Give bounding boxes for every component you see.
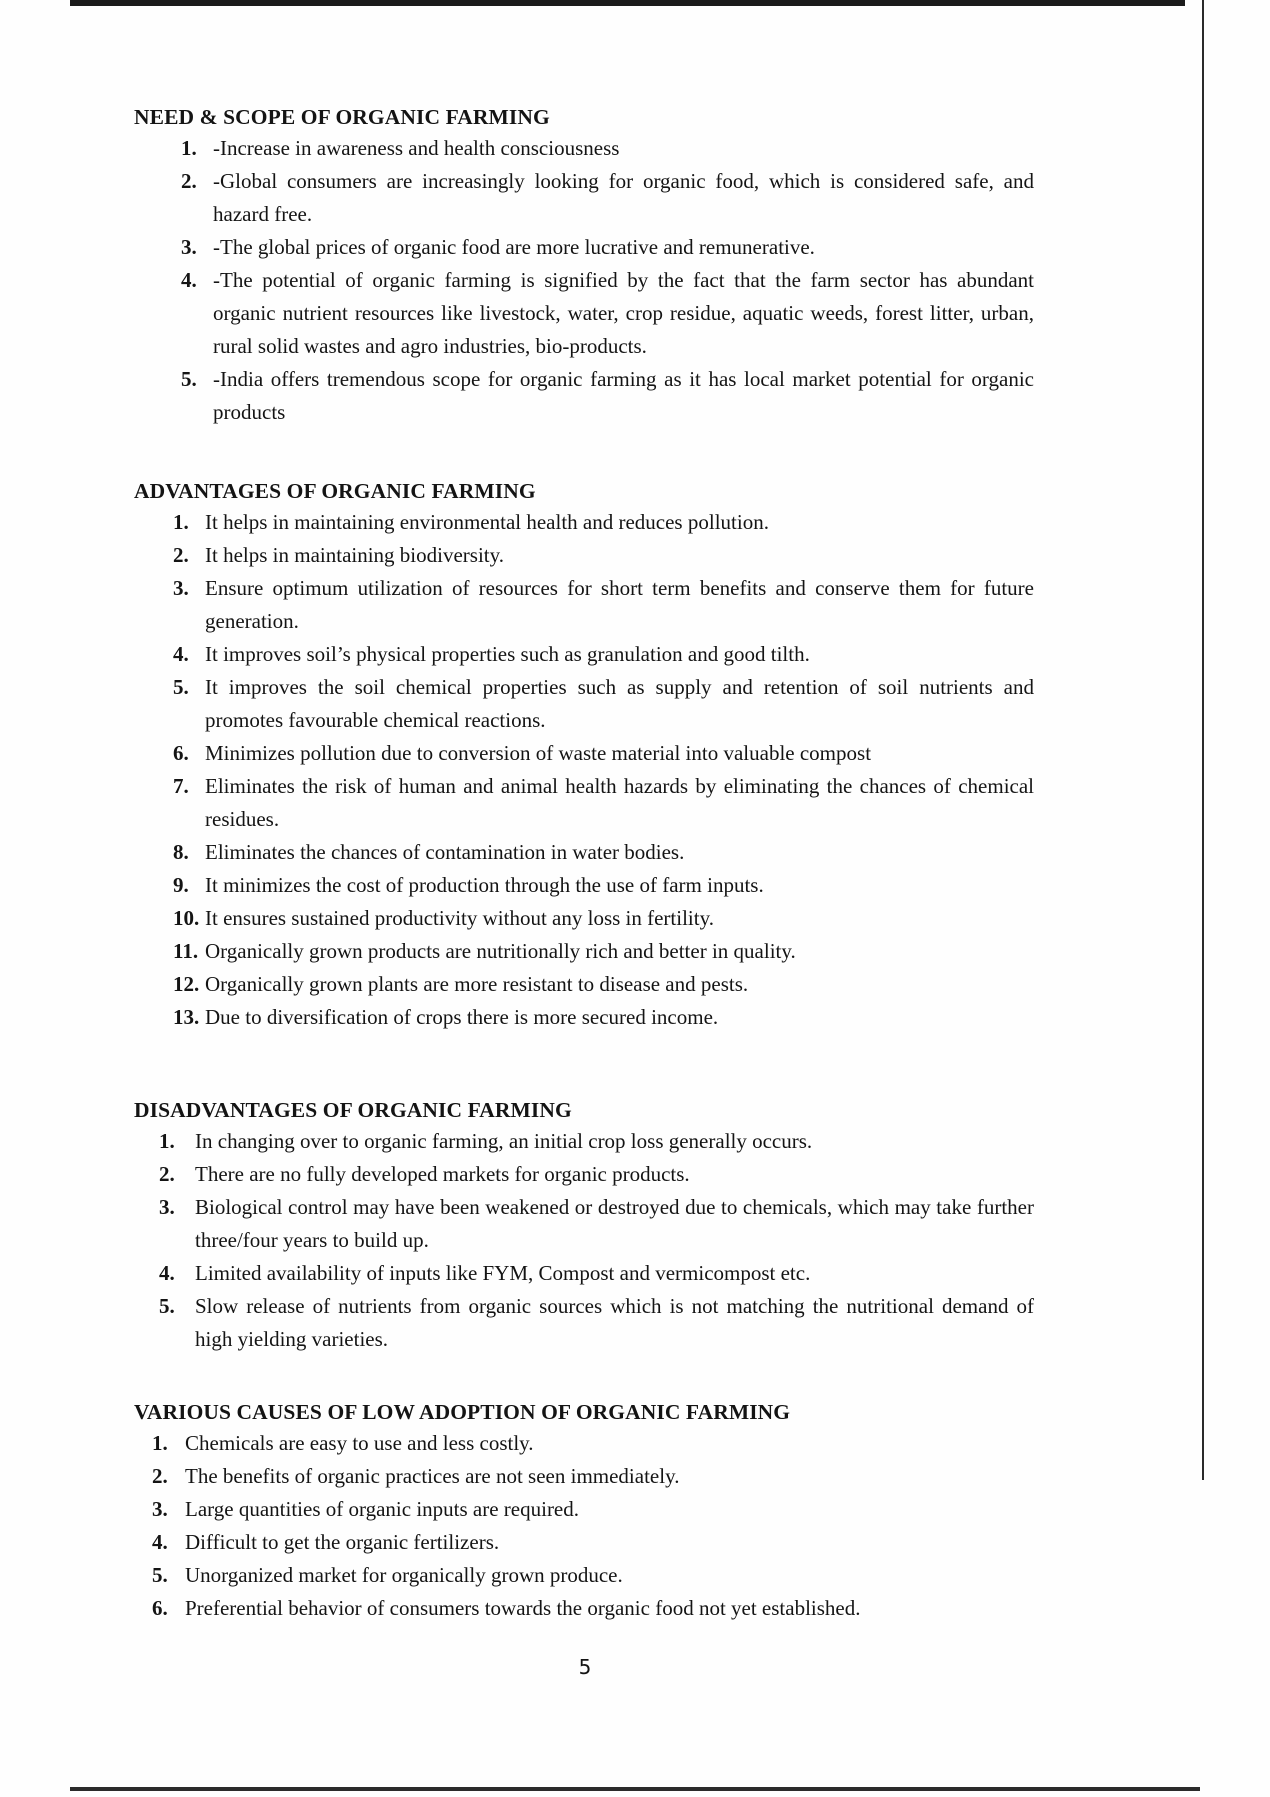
item-number: 11. (173, 939, 199, 963)
section-spacer (134, 1356, 1034, 1397)
list-item (181, 231, 1034, 264)
numbered-list (134, 1125, 1034, 1356)
numbered-list (134, 1427, 1034, 1625)
item-text: It helps in maintaining biodiversity. (205, 543, 505, 567)
item-number: 4. (181, 268, 197, 292)
list-item (159, 1290, 1034, 1356)
list-item (173, 737, 1034, 770)
item-text: Eliminates the risk of human and animal health hazards by eliminating the chances of chemical residues. (205, 774, 1034, 831)
list-item (159, 1125, 1034, 1158)
list-item (181, 363, 1034, 429)
item-text: Organically grown products are nutritionally rich and better in quality. (205, 939, 796, 963)
section-spacer (134, 429, 1034, 476)
list-item (152, 1460, 1034, 1493)
list-item (173, 902, 1034, 935)
item-text: It improves soil’s physical properties such as granulation and good tilth. (205, 642, 810, 666)
list-item (152, 1427, 1034, 1460)
list-item (152, 1559, 1034, 1592)
list-item (173, 869, 1034, 902)
section-heading: DISADVANTAGES OF ORGANIC FARMING (134, 1098, 572, 1122)
item-number: 2. (152, 1464, 168, 1488)
item-text: Biological control may have been weakened or destroyed due to chemicals, which may take further three/four years to build up. (195, 1195, 1034, 1252)
list-item (173, 572, 1034, 638)
item-number: 7. (173, 774, 189, 798)
numbered-list (134, 132, 1034, 429)
item-number: 5. (181, 367, 197, 391)
item-number: 3. (173, 576, 189, 600)
item-text: -Global consumers are increasingly looking for organic food, which is considered safe, and hazard free. (213, 169, 1034, 226)
item-text: -The potential of organic farming is signified by the fact that the farm sector has abundant organic nutrient resources like livestock, water, crop residue, aquatic weeds, forest litter, urban, rural solid wastes and agro industries, bio-products. (213, 268, 1034, 358)
item-text: Ensure optimum utilization of resources for short term benefits and conserve them for future generation. (205, 576, 1034, 633)
page-content (134, 102, 1034, 1625)
item-number: 2. (181, 169, 197, 193)
list-item (152, 1592, 1034, 1625)
item-text: It improves the soil chemical properties such as supply and retention of soil nutrients and promotes favourable chemical reactions. (205, 675, 1034, 732)
item-number: 6. (173, 741, 189, 765)
advantages-section (134, 476, 1034, 1034)
list-item (173, 1001, 1034, 1034)
item-number: 3. (159, 1195, 175, 1219)
list-item (181, 132, 1034, 165)
section-spacer (134, 1034, 1034, 1095)
item-text: -The global prices of organic food are more lucrative and remunerative. (213, 235, 815, 259)
item-number: 5. (152, 1563, 168, 1587)
item-text: In changing over to organic farming, an initial crop loss generally occurs. (195, 1129, 813, 1153)
item-text: Eliminates the chances of contamination in water bodies. (205, 840, 685, 864)
list-item (159, 1158, 1034, 1191)
list-item (173, 671, 1034, 737)
list-item (173, 638, 1034, 671)
item-number: 4. (152, 1530, 168, 1554)
item-number: 5. (173, 675, 189, 699)
item-text: -Increase in awareness and health consciousness (213, 136, 620, 160)
item-text: Preferential behavior of consumers towards the organic food not yet established. (185, 1596, 861, 1620)
list-item (159, 1257, 1034, 1290)
item-text: Unorganized market for organically grown produce. (185, 1563, 623, 1587)
item-number: 3. (152, 1497, 168, 1521)
item-number: 12. (173, 972, 200, 996)
item-text: Slow release of nutrients from organic sources which is not matching the nutritional demand of high yielding varieties. (195, 1294, 1034, 1351)
item-number: 4. (173, 642, 189, 666)
list-item (173, 539, 1034, 572)
item-text: The benefits of organic practices are not seen immediately. (185, 1464, 680, 1488)
section-heading: ADVANTAGES OF ORGANIC FARMING (134, 479, 536, 503)
need-scope-section (134, 102, 1034, 429)
item-text: It ensures sustained productivity without any loss in fertility. (205, 906, 714, 930)
list-item (152, 1526, 1034, 1559)
item-text: Large quantities of organic inputs are required. (185, 1497, 580, 1521)
page-number: 5 (578, 1655, 592, 1679)
item-number: 10. (173, 906, 200, 930)
list-item (173, 506, 1034, 539)
item-number: 3. (181, 235, 197, 259)
item-number: 13. (173, 1005, 200, 1029)
item-text: There are no fully developed markets for organic products. (195, 1162, 690, 1186)
scan-right-edge (1202, 0, 1204, 1480)
scan-bottom-border (70, 1787, 1200, 1791)
section-heading: VARIOUS CAUSES OF LOW ADOPTION OF ORGANIC FARMING (134, 1400, 791, 1424)
list-item (173, 935, 1034, 968)
item-number: 4. (159, 1261, 175, 1285)
list-item (173, 968, 1034, 1001)
numbered-list (134, 506, 1034, 1034)
item-number: 1. (152, 1431, 168, 1455)
item-number: 8. (173, 840, 189, 864)
item-number: 1. (173, 510, 189, 534)
item-text: Limited availability of inputs like FYM, Compost and vermicompost etc. (195, 1261, 811, 1285)
list-item (173, 770, 1034, 836)
item-number: 5. (159, 1294, 175, 1318)
item-text: Minimizes pollution due to conversion of waste material into valuable compost (205, 741, 872, 765)
list-item (181, 165, 1034, 231)
item-text: Difficult to get the organic fertilizers. (185, 1530, 500, 1554)
item-text: It minimizes the cost of production through the use of farm inputs. (205, 873, 764, 897)
list-item (152, 1493, 1034, 1526)
item-text: Due to diversification of crops there is more secured income. (205, 1005, 719, 1029)
item-number: 1. (181, 136, 197, 160)
low-adoption-section (134, 1397, 1034, 1625)
item-text: Chemicals are easy to use and less costly. (185, 1431, 534, 1455)
item-text: -India offers tremendous scope for organic farming as it has local market potential for organic products (213, 367, 1034, 424)
item-text: It helps in maintaining environmental health and reduces pollution. (205, 510, 769, 534)
item-text: Organically grown plants are more resistant to disease and pests. (205, 972, 749, 996)
list-item (181, 264, 1034, 363)
item-number: 2. (173, 543, 189, 567)
disadvantages-section (134, 1095, 1034, 1356)
scan-top-border (70, 0, 1185, 6)
item-number: 1. (159, 1129, 175, 1153)
item-number: 9. (173, 873, 189, 897)
list-item (173, 836, 1034, 869)
item-number: 6. (152, 1596, 168, 1620)
list-item (159, 1191, 1034, 1257)
section-heading: NEED & SCOPE OF ORGANIC FARMING (134, 105, 550, 129)
item-number: 2. (159, 1162, 175, 1186)
